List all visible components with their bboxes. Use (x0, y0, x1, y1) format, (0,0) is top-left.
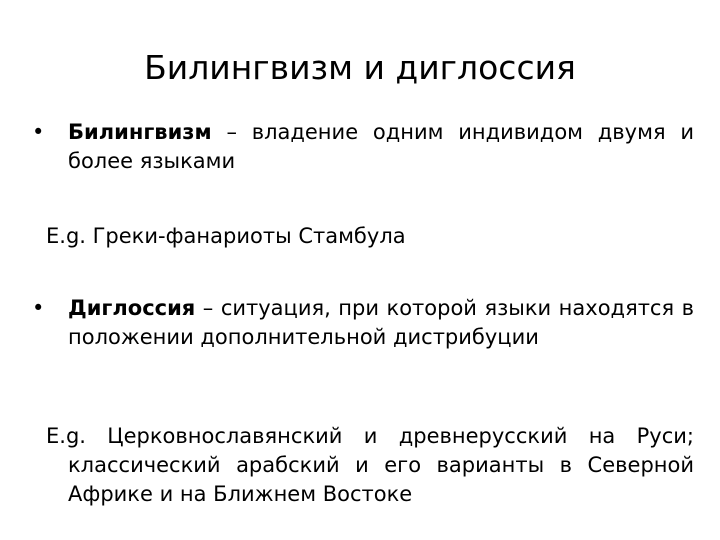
example-text: E.g. Церковнославянский и древнерусский на Руси; классический арабский и его варианты в Северной Африке и на Ближнем Востоке (46, 424, 694, 506)
bullet-marker: • (32, 296, 45, 320)
definition-diglossia: – ситуация, при которой языки находятся в положении дополнительной дистрибуции (68, 296, 694, 349)
term-diglossia: Диглоссия (68, 296, 196, 320)
example-text: E.g. Греки-фанариоты Стамбула (46, 224, 406, 248)
bullet-marker: • (32, 120, 45, 144)
bullet-body (46, 118, 694, 176)
bullet-diglossia (32, 294, 694, 352)
slide-title: Билингвизм и диглоссия (144, 48, 576, 87)
term-bilingualism: Билингвизм (68, 120, 212, 144)
example-diglossia (46, 422, 694, 509)
bullet-body (46, 294, 694, 352)
bullet-bilingualism (32, 118, 694, 176)
definition-bilingualism: – владение одним индивидом двумя и более языками (68, 120, 694, 173)
example-bilingualism (46, 222, 694, 251)
